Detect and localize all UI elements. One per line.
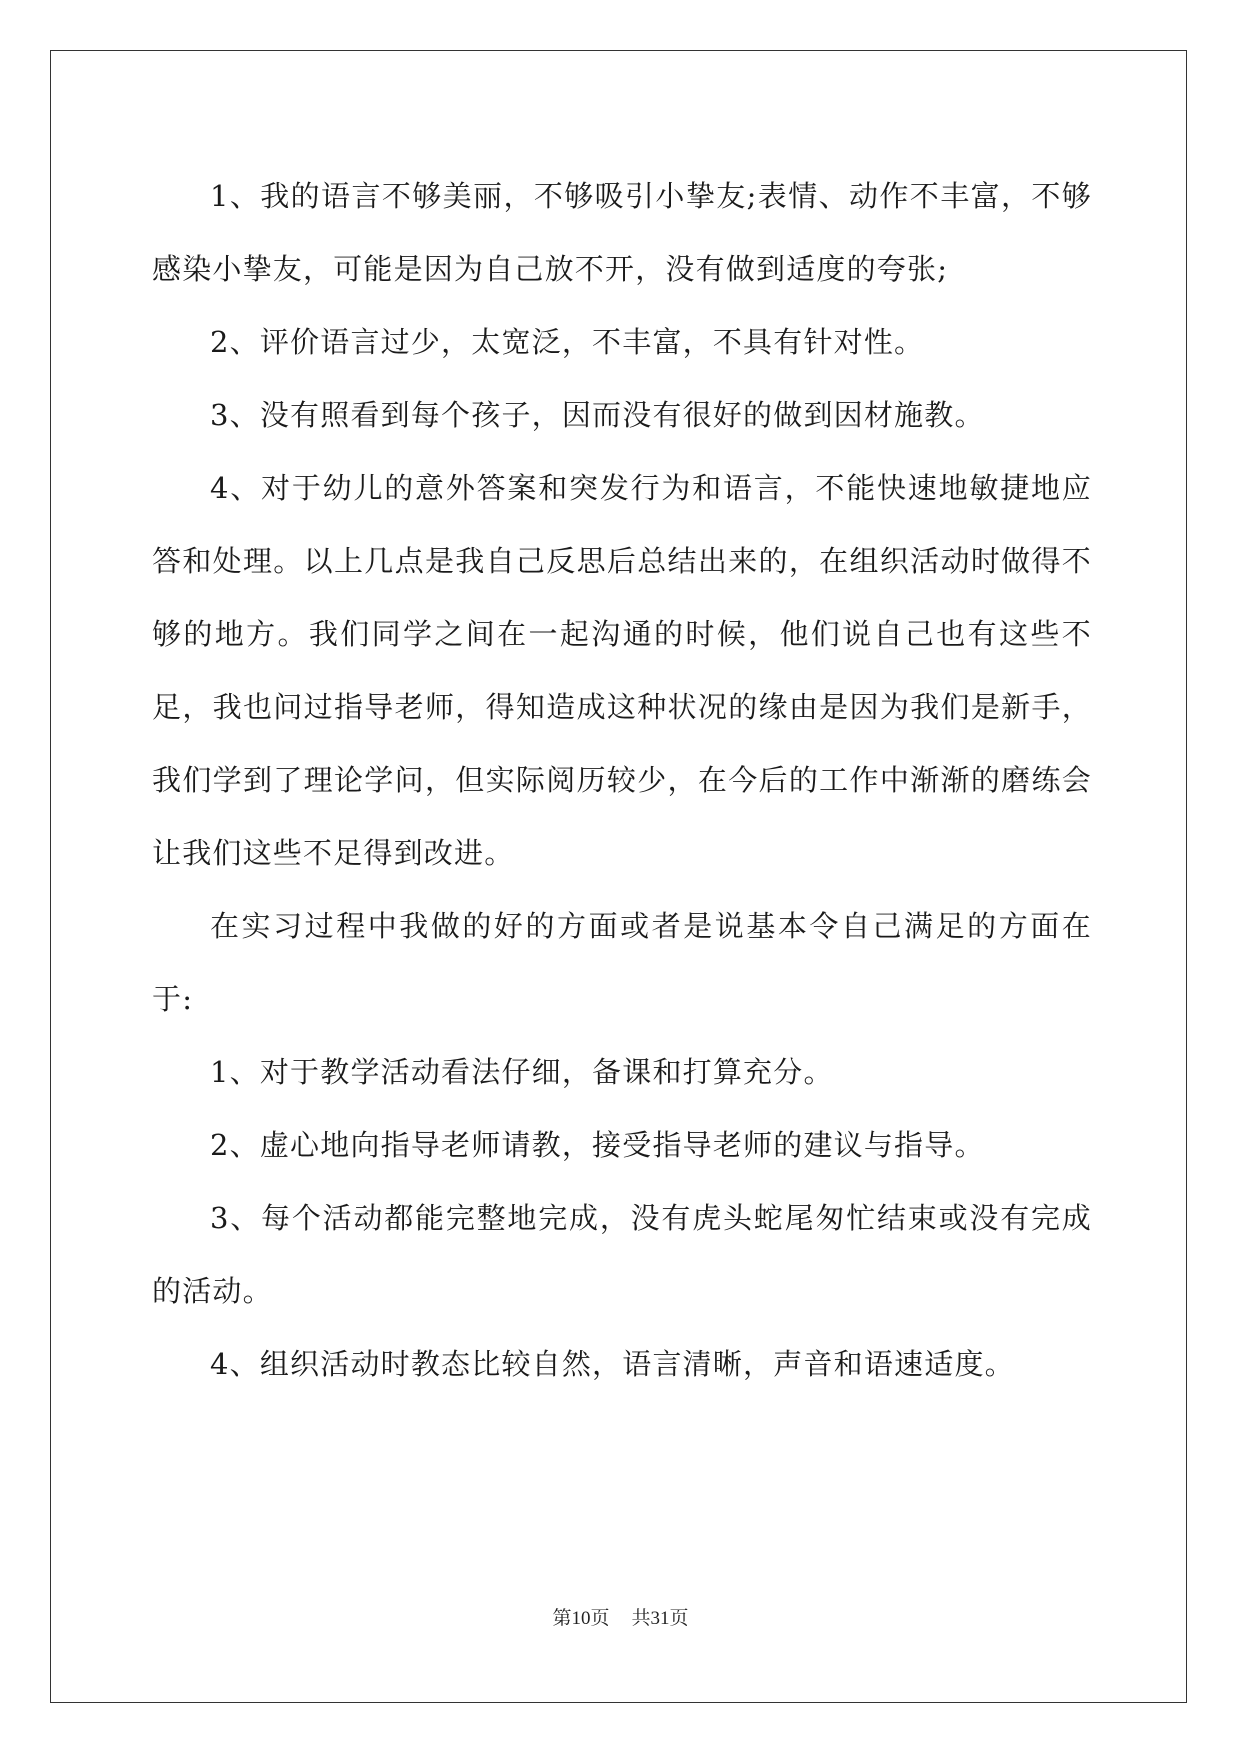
- footer-prefix: 第: [552, 1607, 572, 1629]
- footer-total-unit: 页: [669, 1607, 689, 1629]
- page-footer: [0, 1606, 1241, 1631]
- paragraph: 3、没有照看到每个孩子，因而没有很好的做到因材施教。: [210, 398, 985, 432]
- paragraph: 4、组织活动时教态比较自然，语言清晰，声音和语速适度。: [210, 1347, 1015, 1381]
- paragraph: 1、对于教学活动看法仔细，备课和打算充分。: [210, 1055, 834, 1089]
- footer-total-prefix: 共: [631, 1607, 651, 1629]
- paragraph: 2、评价语言过少，太宽泛，不丰富，不具有针对性。: [210, 325, 925, 359]
- total-pages-number: 31: [650, 1608, 670, 1629]
- paragraph: 1、我的语言不够美丽，不够吸引小挚友;表情、动作不丰富，不够感染小挚友，可能是因为自己放不开，没有做到适度的夸张;: [152, 179, 1092, 286]
- paragraph: 在实习过程中我做的好的方面或者是说基本令自己满足的方面在于:: [152, 909, 1092, 1016]
- paragraph: 4、对于幼儿的意外答案和突发行为和语言，不能快速地敏捷地应答和处理。以上几点是我自己反思后总结出来的，在组织活动时做得不够的地方。我们同学之间在一起沟通的时候，他们说自己也有这些不足，我也问过指导老师，得知造成这种状况的缘由是因为我们是新手，我们学到了理论学问，但实际阅历较少，在今后的工作中渐渐的磨练会让我们这些不足得到改进。: [152, 471, 1092, 870]
- document-body: [152, 160, 1092, 1401]
- footer-page-unit: 页: [590, 1607, 610, 1629]
- current-page-number: 10: [571, 1608, 591, 1629]
- paragraph: 2、虚心地向指导老师请教，接受指导老师的建议与指导。: [210, 1128, 985, 1162]
- paragraph: 3、每个活动都能完整地完成，没有虎头蛇尾匆忙结束或没有完成的活动。: [152, 1201, 1092, 1308]
